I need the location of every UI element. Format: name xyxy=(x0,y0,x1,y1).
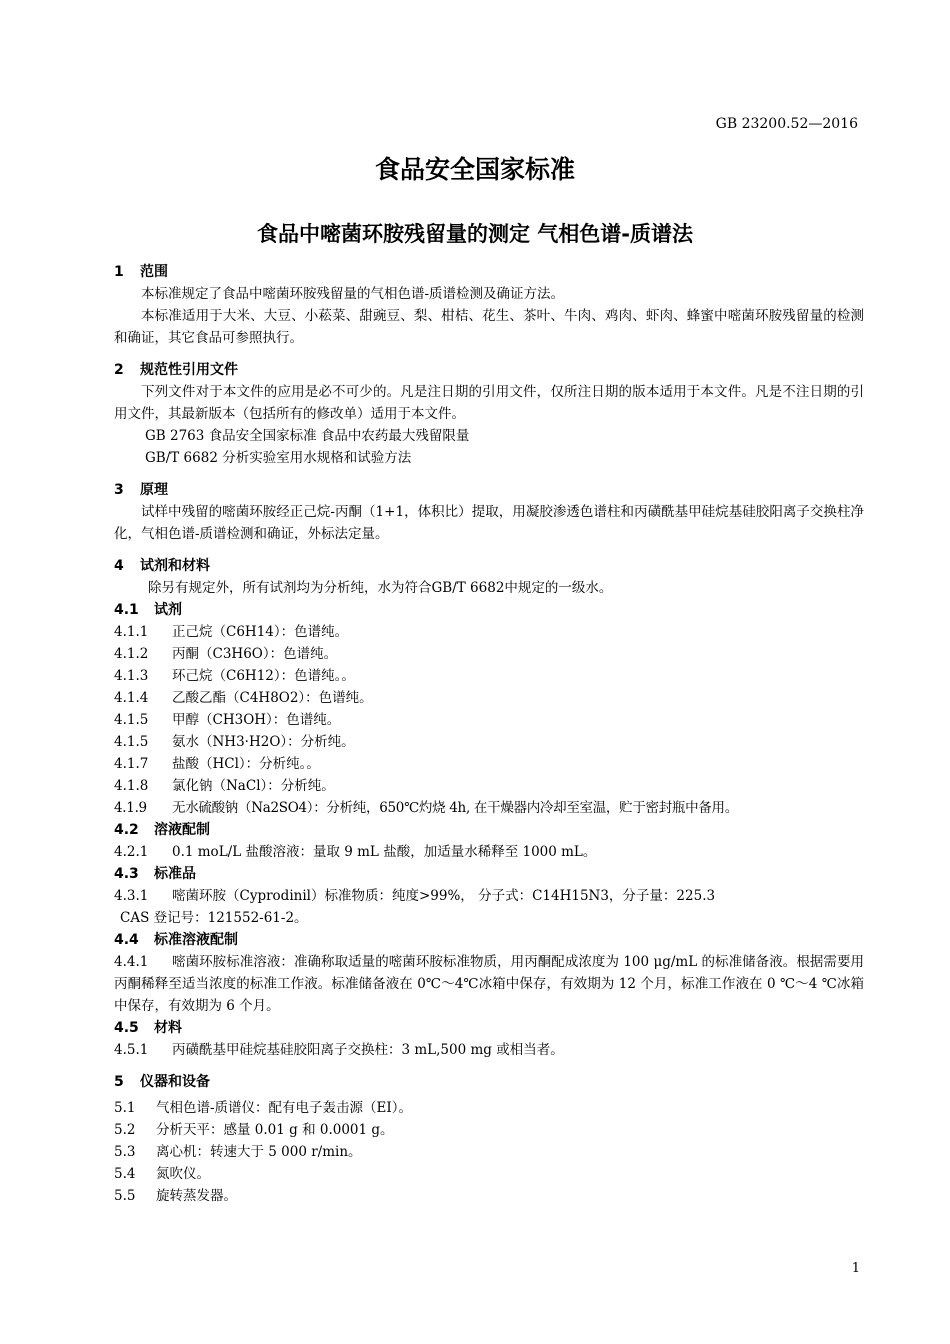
document-title: 食品安全国家标准 xyxy=(374,155,575,184)
section-heading-2: 2 规范性引用文件 xyxy=(114,362,238,378)
list-item: 4.1.5 氨水（NH3·H2O）：分析纯。 xyxy=(114,734,355,750)
section-heading-3: 3 原理 xyxy=(114,482,168,498)
document-subtitle: 食品中嘧菌环胺残留量的测定 气相色谱-质谱法 xyxy=(256,222,694,246)
section-heading-4: 4 试剂和材料 xyxy=(114,558,210,574)
list-item: 4.5.1 丙磺酰基甲硅烷基硅胶阳离子交换柱：3 mL,500 mg 或相当者。 xyxy=(114,1042,564,1058)
list-item: 5.5 旋转蒸发器。 xyxy=(114,1188,237,1204)
list-item: 4.3.1 嘧菌环胺（Cyprodinil）标准物质：纯度>99%， 分子式：C14H15N3，分子量：225.3 xyxy=(114,888,716,904)
subsection-heading: 4.5 材料 xyxy=(114,1020,182,1036)
paragraph: 试样中残留的嘧菌环胺经正己烷-丙酮（1+1，体积比）提取，用凝胶渗透色谱柱和丙磺酰基甲硅烷基硅胶阳离子交换柱净化，气相色谱-质谱检测和确证，外标法定量。 xyxy=(114,504,864,542)
list-item-continuation: CAS 登记号：121552-61-2。 xyxy=(120,910,308,926)
list-item: 4.4.1 嘧菌环胺标准溶液：准确称取适量的嘧菌环胺标准物质，用丙酮配成浓度为 100 μg/mL 的标准储备液。根据需要用丙酮稀释至适当浓度的标准工作液。标准储备液在 0℃～4℃冰箱中保存，有效期为 12 个月，标准工作液在 0 ℃～4 ℃冰箱中保存，有效期为 6 个月。 xyxy=(114,954,864,1014)
standard-code: GB 23200.52—2016 xyxy=(715,116,858,132)
paragraph: 本标准规定了食品中嘧菌环胺残留量的气相色谱-质谱检测及确证方法。 xyxy=(141,286,565,302)
list-item: 5.2 分析天平：感量 0.01 g 和 0.0001 g。 xyxy=(114,1122,394,1138)
document-body xyxy=(114,259,864,1207)
reference-item: GB/T 6682 分析实验室用水规格和试验方法 xyxy=(145,450,412,466)
list-item: 5.1 气相色谱-质谱仪：配有电子轰击源（EI）。 xyxy=(114,1100,412,1116)
list-item: 4.1.4 乙酸乙酯（C4H8O2）：色谱纯。 xyxy=(114,690,373,706)
section-heading-5: 5 仪器和设备 xyxy=(114,1074,210,1090)
list-item: 4.1.5 甲醇（CH3OH）：色谱纯。 xyxy=(114,712,341,728)
list-item: 4.1.3 环己烷（C6H12）：色谱纯。。 xyxy=(114,668,355,684)
paragraph: 除另有规定外，所有试剂均为分析纯，水为符合GB/T 6682中规定的一级水。 xyxy=(148,580,613,596)
list-item: 5.4 氮吹仪。 xyxy=(114,1166,210,1182)
page-number: 1 xyxy=(851,1261,860,1276)
reference-item: GB 2763 食品安全国家标准 食品中农药最大残留限量 xyxy=(145,428,470,444)
list-item: 4.2.1 0.1 moL/L 盐酸溶液：量取 9 mL 盐酸，加适量水稀释至 1000 mL。 xyxy=(114,844,597,860)
subsection-heading: 4.3 标准品 xyxy=(114,866,196,882)
list-item: 4.1.9 无水硫酸钠（Na2SO4）：分析纯，650℃灼烧 4h, 在干燥器内冷却至室温，贮于密封瓶中备用。 xyxy=(114,800,738,816)
list-item: 5.3 离心机：转速大于 5 000 r/min。 xyxy=(114,1144,362,1160)
list-item: 4.1.7 盐酸（HCl）：分析纯。。 xyxy=(114,756,320,772)
subsection-heading: 4.2 溶液配制 xyxy=(114,822,210,838)
list-item: 4.1.1 正己烷（C6H14）：色谱纯。 xyxy=(114,624,349,640)
paragraph: 本标准适用于大米、大豆、小菘菜、甜豌豆、梨、柑桔、花生、茶叶、牛肉、鸡肉、虾肉、蜂蜜中嘧菌环胺残留量的检测和确证，其它食品可参照执行。 xyxy=(114,308,864,346)
list-item: 4.1.2 丙酮（C3H6O）：色谱纯。 xyxy=(114,646,338,662)
subsection-heading: 4.1 试剂 xyxy=(114,602,182,618)
section-heading-1: 1 范围 xyxy=(114,264,168,280)
paragraph: 下列文件对于本文件的应用是必不可少的。凡是注日期的引用文件，仅所注日期的版本适用于本文件。凡是不注日期的引用文件，其最新版本（包括所有的修改单）适用于本文件。 xyxy=(114,384,864,422)
list-item: 4.1.8 氯化钠（NaCl）：分析纯。 xyxy=(114,778,335,794)
subsection-heading: 4.4 标准溶液配制 xyxy=(114,932,238,948)
